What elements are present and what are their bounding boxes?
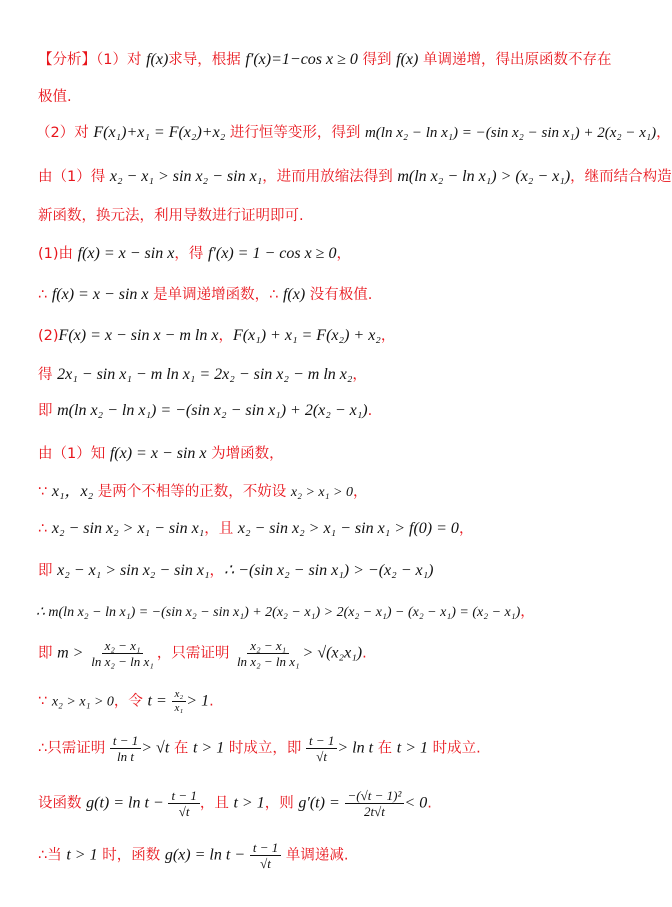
text: . [209, 693, 214, 710]
denominator: √t [260, 856, 271, 871]
fraction [110, 733, 141, 764]
formula: f(x) = x − sin x [51, 286, 149, 303]
formula: x₂ − sin x₂ > x₁ − sin x₁ [51, 520, 205, 537]
text: 是单调递增函数，∴ [148, 287, 283, 303]
solution-line-7 [38, 481, 367, 503]
formula: f(x) [146, 51, 169, 68]
formula: f′(x) = 1 − cos x ≥ 0 [207, 245, 337, 262]
numerator: −(√t − 1)² [345, 788, 405, 804]
formula: f(x) = x − sin x [109, 445, 207, 462]
denominator: ln x₂ − ln x₁ [236, 654, 300, 669]
formula: f′(x)=1−cos x ≥ 0 [245, 51, 358, 68]
fraction [250, 840, 281, 871]
text: ， [209, 563, 224, 579]
analysis-line-3 [36, 122, 671, 143]
text: 在 [169, 740, 193, 757]
text: 单调递增，得出原函数不存在 [418, 52, 612, 68]
text: ， [218, 328, 233, 344]
text: 在 [373, 740, 397, 757]
text: 时成立，即 [224, 740, 306, 757]
analysis-line-1 [38, 49, 611, 70]
denominator: ln x₂ − ln x₁ [91, 654, 154, 669]
text: 没有极值. [305, 287, 373, 303]
formula: F(x₁) + x₁ = F(x₂) + x₂ [232, 327, 381, 344]
text: ，令 [113, 693, 148, 710]
formula: > 1 [186, 692, 210, 710]
denominator: 2t√t [364, 804, 385, 819]
formula: m(ln x₂ − ln x₁) > (x₂ − x₁) [397, 168, 571, 185]
text: . [427, 795, 432, 812]
fraction [234, 638, 303, 669]
analysis-tag: 【分析】 [38, 52, 96, 68]
text: 时，函数 [97, 847, 165, 864]
denominator: √t [178, 804, 190, 819]
text: 得到 [357, 52, 397, 68]
formula: m(ln x₂ − ln x₁) = −(sin x₂ − sin x₁) + 2(x₂ − x₁) [57, 402, 368, 419]
text: ， [352, 484, 368, 500]
text: ， [458, 521, 474, 537]
solution-line-8 [38, 518, 473, 539]
numerator: t − 1 [250, 840, 281, 856]
text: 即 [38, 403, 58, 419]
text: 进行恒等变形，得到 [225, 125, 365, 141]
formula: F(x₁)+x₁ = F(x₂)+x₂ [93, 124, 226, 141]
formula: t > 1 [66, 846, 98, 864]
formula: f(x) [396, 51, 419, 68]
solution-line-1 [38, 243, 351, 264]
formula: x₂ − x₁ > sin x₂ − sin x₁ [57, 562, 210, 579]
text: ， [656, 125, 671, 141]
text: ∵ [38, 484, 52, 500]
numerator: x₂ − x₁ [247, 638, 289, 654]
text: ，且 [204, 521, 238, 537]
formula: t > 1 [396, 739, 428, 757]
solution-line-12 [38, 688, 214, 715]
denominator: √t [316, 749, 328, 764]
fraction [168, 788, 199, 819]
solution-line-6 [38, 443, 284, 464]
formula: t > 1 [192, 739, 225, 757]
solution-line-5 [38, 400, 372, 421]
formula: t > 1 [233, 794, 265, 812]
text: ∵ [38, 693, 52, 710]
text: （1）对 [96, 52, 147, 68]
text: ， [336, 246, 351, 262]
text: ∴ [38, 287, 52, 303]
fraction [172, 688, 187, 715]
text: ∴只需证明 [38, 740, 110, 757]
text: 得 [38, 367, 58, 383]
solution-line-13 [38, 733, 481, 764]
formula: x₂ > x₁ > 0 [290, 485, 353, 500]
formula: > ln t [337, 739, 374, 757]
formula: m(ln x₂ − ln x₁) = −(sin x₂ − sin x₁) + 2(x₂ − x₁) [364, 125, 657, 141]
text: ∴ [38, 521, 52, 537]
formula: > √(x₂x₁) [302, 644, 363, 662]
solution-line-3 [38, 325, 395, 346]
text: ，进而用放缩法得到 [262, 169, 398, 185]
solution-line-2 [38, 284, 372, 305]
text: 即 [38, 563, 58, 579]
solution-line-15 [38, 840, 348, 871]
text: . [362, 645, 367, 662]
text: ，只需证明 [156, 645, 234, 662]
numerator: x₂ − x₁ [102, 638, 144, 654]
text: 求导，根据 [168, 52, 246, 68]
formula: f(x) [282, 286, 306, 303]
solution-line-9 [38, 560, 433, 581]
fraction [306, 733, 337, 764]
text: 由（1）得 [38, 169, 110, 185]
text: 是两个不相等的正数，不妨设 [93, 484, 291, 500]
analysis-line-5 [38, 205, 304, 226]
text: 极值. [38, 89, 72, 105]
text: ， [352, 367, 367, 383]
text: 即 [38, 645, 58, 662]
numerator: t − 1 [168, 788, 199, 804]
analysis-line-4 [38, 166, 672, 187]
text: ，继而结合构造 [570, 169, 672, 185]
formula: F(x) = x − sin x − m ln x [58, 327, 219, 344]
solution-line-4 [38, 364, 367, 385]
formula: ∴ −(sin x₂ − sin x₁) > −(x₂ − x₁) [224, 562, 434, 579]
text: 为增函数， [206, 446, 284, 462]
fraction [345, 788, 405, 819]
text: （2）对 [36, 125, 94, 141]
formula: g(t) = ln t − [86, 794, 164, 812]
text: . [367, 403, 373, 419]
numerator: x₂ [172, 688, 187, 702]
formula: x₂ > x₁ > 0 [51, 694, 114, 710]
denominator: x₁ [174, 702, 184, 714]
formula: x₁，x₂ [51, 483, 94, 500]
formula: 2x₁ − sin x₁ − m ln x₁ = 2x₂ − sin x₂ − m ln x₂ [57, 366, 353, 383]
text: ， [380, 328, 396, 344]
formula: x₂ − sin x₂ > x₁ − sin x₁ > f(0) = 0 [237, 520, 459, 537]
numerator: t − 1 [110, 733, 141, 749]
text: ，且 [199, 795, 234, 812]
text: 由（1）知 [38, 446, 110, 462]
text: 设函数 [38, 795, 87, 812]
formula: < 0 [404, 794, 428, 812]
text: 单调递减. [281, 847, 349, 864]
formula: f(x) = x − sin x [77, 245, 175, 262]
solution-line-11 [38, 638, 367, 669]
formula: g(x) = ln t − [164, 846, 246, 864]
text: ， [520, 604, 535, 620]
text: ，得 [174, 246, 208, 262]
fraction [88, 638, 157, 669]
formula: ∴ m(ln x₂ − ln x₁) = −(sin x₂ − sin x₁) + 2(x₂ − x₁) > 2(x₂ − x₁) − (x₂ − x₁) = (x₂ − x₁) [36, 605, 521, 620]
text: 新函数，换元法，利用导数进行证明即可. [38, 208, 304, 224]
formula: g′(t) = [298, 794, 340, 812]
formula: > √t [141, 739, 170, 757]
solution-line-10 [36, 601, 535, 623]
solution-line-14 [38, 788, 432, 819]
text: ，则 [264, 795, 299, 812]
formula: t = [147, 692, 167, 710]
analysis-line-2 [38, 86, 72, 107]
numerator: t − 1 [306, 733, 337, 749]
text: (2) [38, 328, 59, 344]
formula: m > [57, 644, 84, 662]
text: 时成立. [428, 740, 481, 757]
formula: x₂ − x₁ > sin x₂ − sin x₁ [109, 168, 263, 185]
text: ∴当 [38, 847, 67, 864]
text: (1)由 [38, 246, 78, 262]
denominator: ln t [117, 749, 135, 764]
